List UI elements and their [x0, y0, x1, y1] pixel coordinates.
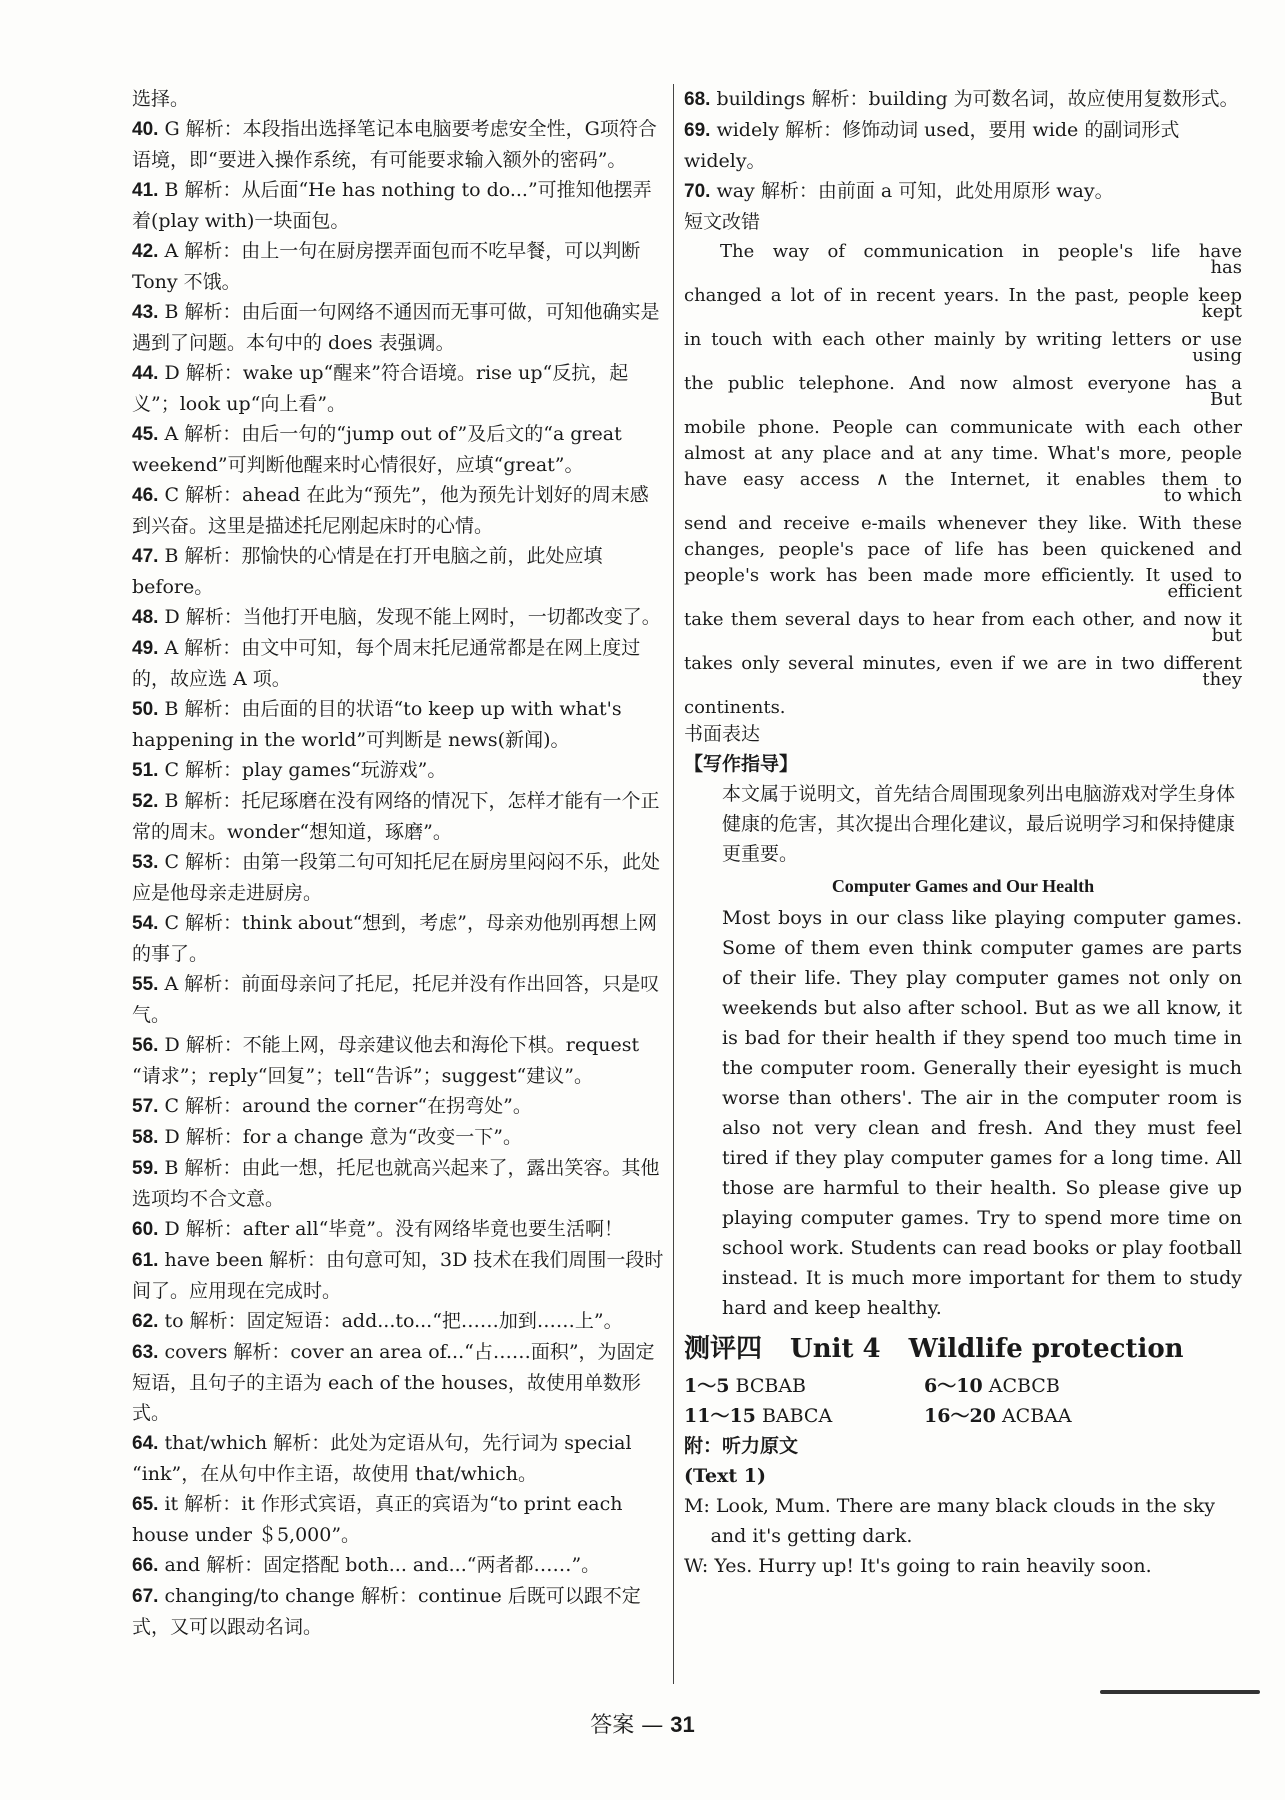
item-number: 49.: [132, 638, 159, 659]
correction-fix: they: [1202, 669, 1242, 690]
correction-line-text: almost at any place and at any time. What's more, people: [684, 443, 1242, 464]
correction-line: [684, 413, 1242, 439]
answer-group: 11～15 BABCA: [684, 1405, 833, 1427]
item-text: D 解析：after all“毕竟”。没有网络毕竟也要生活啊！: [164, 1218, 624, 1240]
answer-item: [132, 419, 666, 480]
essay-title: Computer Games and Our Health: [831, 876, 1095, 896]
item-number: 44.: [132, 363, 159, 384]
answer-group: 16～20 ACBAA: [924, 1405, 1072, 1427]
correction-fix: But: [1209, 389, 1242, 410]
item-number: 45.: [132, 424, 159, 445]
answer-item: [132, 84, 666, 114]
item-text: A 解析：由上一句在厨房摆弄面包而不吃早餐，可以判断 Tony 不饿。: [132, 240, 641, 293]
answer-item: [684, 115, 1242, 176]
dialog-line: M: Look, Mum. There are many black clouds in the sky and it's getting dark.: [684, 1495, 1215, 1547]
item-number: 67.: [132, 1586, 159, 1607]
footer-label: 答案 —: [590, 1713, 671, 1738]
answer-item: [132, 1550, 666, 1581]
item-number: 42.: [132, 241, 159, 262]
answer-item: [132, 480, 666, 541]
correction-line: [684, 509, 1242, 535]
correction-fix: efficient: [1167, 581, 1242, 602]
answer-item: [132, 1091, 666, 1122]
item-text: D 解析：当他打开电脑，发现不能上网时，一切都改变了。: [164, 606, 661, 628]
correction-line-text: people's work has been made more efficiently. It used to: [684, 565, 1242, 586]
answer-item: [684, 176, 1242, 207]
page-number: 31: [670, 1712, 695, 1737]
item-number: 70.: [684, 181, 711, 202]
item-text: A 解析：前面母亲问了托尼，托尼并没有作出回答，只是叹气。: [132, 973, 660, 1026]
item-number: 65.: [132, 1494, 159, 1515]
item-number: 64.: [132, 1433, 159, 1454]
item-text: 选择。: [132, 88, 190, 110]
answer-item: [132, 1122, 666, 1153]
correction-line: [684, 237, 1242, 281]
correction-line: [684, 465, 1242, 509]
answer-item: [132, 847, 666, 908]
item-text: C 解析：play games“玩游戏”。: [164, 759, 447, 781]
guide-label: 【写作指导】: [684, 753, 799, 775]
item-number: 52.: [132, 791, 159, 812]
answer-item: [132, 755, 666, 786]
item-number: 57.: [132, 1096, 159, 1117]
watermark-logo: [1100, 1690, 1260, 1790]
correction-line-text: send and receive e-mails whenever they like. With these: [684, 513, 1242, 534]
item-text: D 解析：wake up“醒来”符合语境。rise up“反抗，起义”；look up“向上看”。: [132, 362, 629, 415]
item-number: 59.: [132, 1158, 159, 1179]
item-number: 51.: [132, 760, 159, 781]
item-number: 68.: [684, 89, 711, 110]
answer-group: 6～10 ACBCB: [924, 1375, 1060, 1397]
answer-item: [132, 1214, 666, 1245]
correction-line-text: takes only several minutes, even if we are in two different: [684, 653, 1242, 674]
answer-item: [132, 1428, 666, 1489]
item-text: C 解析：around the corner“在拐弯处”。: [164, 1095, 532, 1117]
correction-line: [684, 439, 1242, 465]
item-text: it 解析：it 作形式宾语，真正的宾语为“to print each house under ＄5,000”。: [132, 1493, 623, 1546]
answer-item: [132, 1153, 666, 1214]
item-text: D 解析：不能上网，母亲建议他去和海伦下棋。request “请求”；reply“回复”；tell“告诉”；suggest“建议”。: [132, 1034, 640, 1087]
answer-item: [132, 297, 666, 358]
correction-line-text: changes, people's pace of life has been quickened and: [684, 539, 1242, 560]
item-text: A 解析：由后一句的“jump out of”及后文的“a great weekend”可判断他醒来时心情很好，应填“great”。: [132, 423, 622, 476]
correction-line: [684, 649, 1242, 693]
correction-line-text: take them several days to hear from each other, and now it: [684, 609, 1242, 630]
answer-item: [132, 786, 666, 847]
answer-item: [132, 236, 666, 297]
answers-row-1: [684, 1371, 1242, 1401]
correction-line-text: The way of communication in people's life have: [720, 241, 1242, 262]
item-number: 58.: [132, 1127, 159, 1148]
item-text: B 解析：托尼琢磨在没有网络的情况下，怎样才能有一个正常的周末。wonder“想知道，琢磨”。: [132, 790, 660, 843]
answer-item: [132, 175, 666, 236]
answer-item: [132, 358, 666, 419]
answer-item: [132, 908, 666, 969]
answer-item: [132, 1245, 666, 1306]
answer-item: [132, 1337, 666, 1428]
item-text: and 解析：固定搭配 both... and...“两者都……”。: [164, 1554, 601, 1576]
correction-line: [684, 561, 1242, 605]
item-number: 43.: [132, 302, 159, 323]
answer-group: 1～5 BCBAB: [684, 1375, 806, 1397]
right-answer-list: [684, 84, 1242, 207]
correction-line-text: the public telephone. And now almost everyone has a: [684, 373, 1242, 394]
answer-item: [132, 1306, 666, 1337]
item-text: C 解析：ahead 在此为“预先”，他为预先计划好的周末感到兴奋。这里是描述托尼刚起床时的心情。: [132, 484, 649, 537]
item-text: buildings 解析：building 为可数名词，故应使用复数形式。: [716, 88, 1239, 110]
section-title: [684, 1327, 1242, 1371]
item-text: C 解析：由第一段第二句可知托尼在厨房里闷闷不乐，此处应是他母亲走进厨房。: [132, 851, 661, 904]
essay-text: Most boys in our class like playing computer games. Some of them even think computer games are parts of their life. They play computer games not only on weekends but also after school. But as we all know, it is bad for their health if they spend too much time in the computer room. Generally their eyesight is much worse than others'. The air in the computer room is also not very clean and fresh. And they must feel tired if they play computer games for a long time. All those are harmful to their health. So please give up playing computer games. Try to spend more time on school work. Students can read books or play football instead. It is much more important for them to study hard and keep healthy.: [722, 907, 1242, 1319]
section-title-cn: 测评四: [684, 1334, 763, 1364]
item-number: 53.: [132, 852, 159, 873]
correction-line: [684, 369, 1242, 413]
item-number: 61.: [132, 1250, 159, 1271]
item-text: have been 解析：由句意可知，3D 技术在我们周围一段时间了。应用现在完成时。: [132, 1249, 664, 1302]
item-text: D 解析：for a change 意为“改变一下”。: [164, 1126, 523, 1148]
item-number: 40.: [132, 119, 159, 140]
item-text: B 解析：那愉快的心情是在打开电脑之前，此处应填 before。: [132, 545, 603, 598]
item-number: 54.: [132, 913, 159, 934]
correction-line: [684, 281, 1242, 325]
item-text: that/which 解析：此处为定语从句，先行词为 special “ink”，在从句中作主语，故使用 that/which。: [132, 1432, 632, 1485]
item-text: G 解析：本段指出选择笔记本电脑要考虑安全性，G项符合语境，即“要进入操作系统，有可能要求输入额外的密码”。: [132, 118, 657, 171]
section-title-en: Wildlife protection: [908, 1334, 1184, 1364]
item-number: 41.: [132, 180, 159, 201]
item-text: to 解析：固定短语：add...to...“把……加到……上”。: [164, 1310, 623, 1332]
item-text: way 解析：由前面 a 可知，此处用原形 way。: [716, 180, 1114, 202]
column-divider: [673, 84, 674, 1684]
item-number: 62.: [132, 1311, 159, 1332]
correction-fix: to which: [1163, 485, 1242, 506]
text1-label: (Text 1): [684, 1465, 766, 1487]
correction-fix: kept: [1201, 301, 1242, 322]
answer-item: [132, 602, 666, 633]
correction-heading: 短文改错: [684, 211, 761, 233]
section-title-unit: Unit 4: [790, 1334, 881, 1364]
correction-line-text: have easy access ∧ the Internet, it enables them to: [684, 469, 1242, 490]
answer-item: [132, 694, 666, 755]
item-text: C 解析：think about“想到，考虑”，母亲劝他别再想上网的事了。: [132, 912, 658, 965]
correction-fix: using: [1192, 345, 1242, 366]
answer-item: [132, 633, 666, 694]
item-text: A 解析：由文中可知，每个周末托尼通常都是在网上度过的，故应选 A 项。: [132, 637, 641, 690]
left-column: [132, 84, 666, 1642]
item-number: 60.: [132, 1219, 159, 1240]
correction-line: [684, 693, 1242, 719]
answer-item: [132, 1030, 666, 1091]
correction-line-text: in touch with each other mainly by writing letters or use: [684, 329, 1242, 350]
dialog-line: W: Yes. Hurry up! It's going to rain heavily soon.: [684, 1555, 1152, 1577]
correction-line: [684, 325, 1242, 369]
item-number: 63.: [132, 1342, 159, 1363]
item-number: 50.: [132, 699, 159, 720]
listening-label: 附：听力原文: [684, 1435, 799, 1457]
correction-fix: has: [1210, 257, 1242, 278]
answer-item: [132, 1489, 666, 1550]
item-text: changing/to change 解析：continue 后既可以跟不定式，又可以跟动名词。: [132, 1585, 641, 1638]
answer-item: [132, 1581, 666, 1642]
page-footer: [0, 1708, 1285, 1739]
item-number: 46.: [132, 485, 159, 506]
item-text: B 解析：由后面的目的状语“to keep up with what's happening in the world”可判断是 news(新闻)。: [132, 698, 622, 751]
correction-passage: [684, 237, 1242, 719]
item-number: 55.: [132, 974, 159, 995]
correction-fix: but: [1211, 625, 1242, 646]
item-number: 69.: [684, 120, 711, 141]
correction-line: [684, 535, 1242, 561]
correction-line-text: changed a lot of in recent years. In the past, people keep: [684, 285, 1242, 306]
answer-item: [132, 541, 666, 602]
correction-line-text: mobile phone. People can communicate with each other: [684, 417, 1242, 438]
item-number: 56.: [132, 1035, 159, 1056]
correction-line-text: continents.: [684, 697, 786, 718]
right-column: [684, 84, 1242, 1581]
item-number: 47.: [132, 546, 159, 567]
watermark-small: [1100, 1690, 1260, 1694]
answer-item: [132, 114, 666, 175]
item-text: widely 解析：修饰动词 used，要用 wide 的副词形式 widely。: [684, 119, 1180, 172]
item-text: covers 解析：cover an area of...“占……面积”，为固定短语，且句子的主语为 each of the houses，故使用单数形式。: [132, 1341, 655, 1424]
answers-row-2: [684, 1401, 1242, 1431]
guide-text: 本文属于说明文，首先结合周围现象列出电脑游戏对学生身体健康的危害，其次提出合理化建议，最后说明学习和保持健康更重要。: [722, 783, 1236, 865]
answer-item: [684, 84, 1242, 115]
item-number: 66.: [132, 1555, 159, 1576]
writing-heading: 书面表达: [684, 723, 761, 745]
answer-item: [132, 969, 666, 1030]
item-text: B 解析：由后面一句网络不通因而无事可做，可知他确实是遇到了问题。本句中的 does 表强调。: [132, 301, 660, 354]
correction-line: [684, 605, 1242, 649]
item-number: 48.: [132, 607, 159, 628]
item-text: B 解析：由此一想，托尼也就高兴起来了，露出笑容。其他选项均不合文意。: [132, 1157, 660, 1210]
item-text: B 解析：从后面“He has nothing to do...”可推知他摆弄着(play with)一块面包。: [132, 179, 652, 232]
